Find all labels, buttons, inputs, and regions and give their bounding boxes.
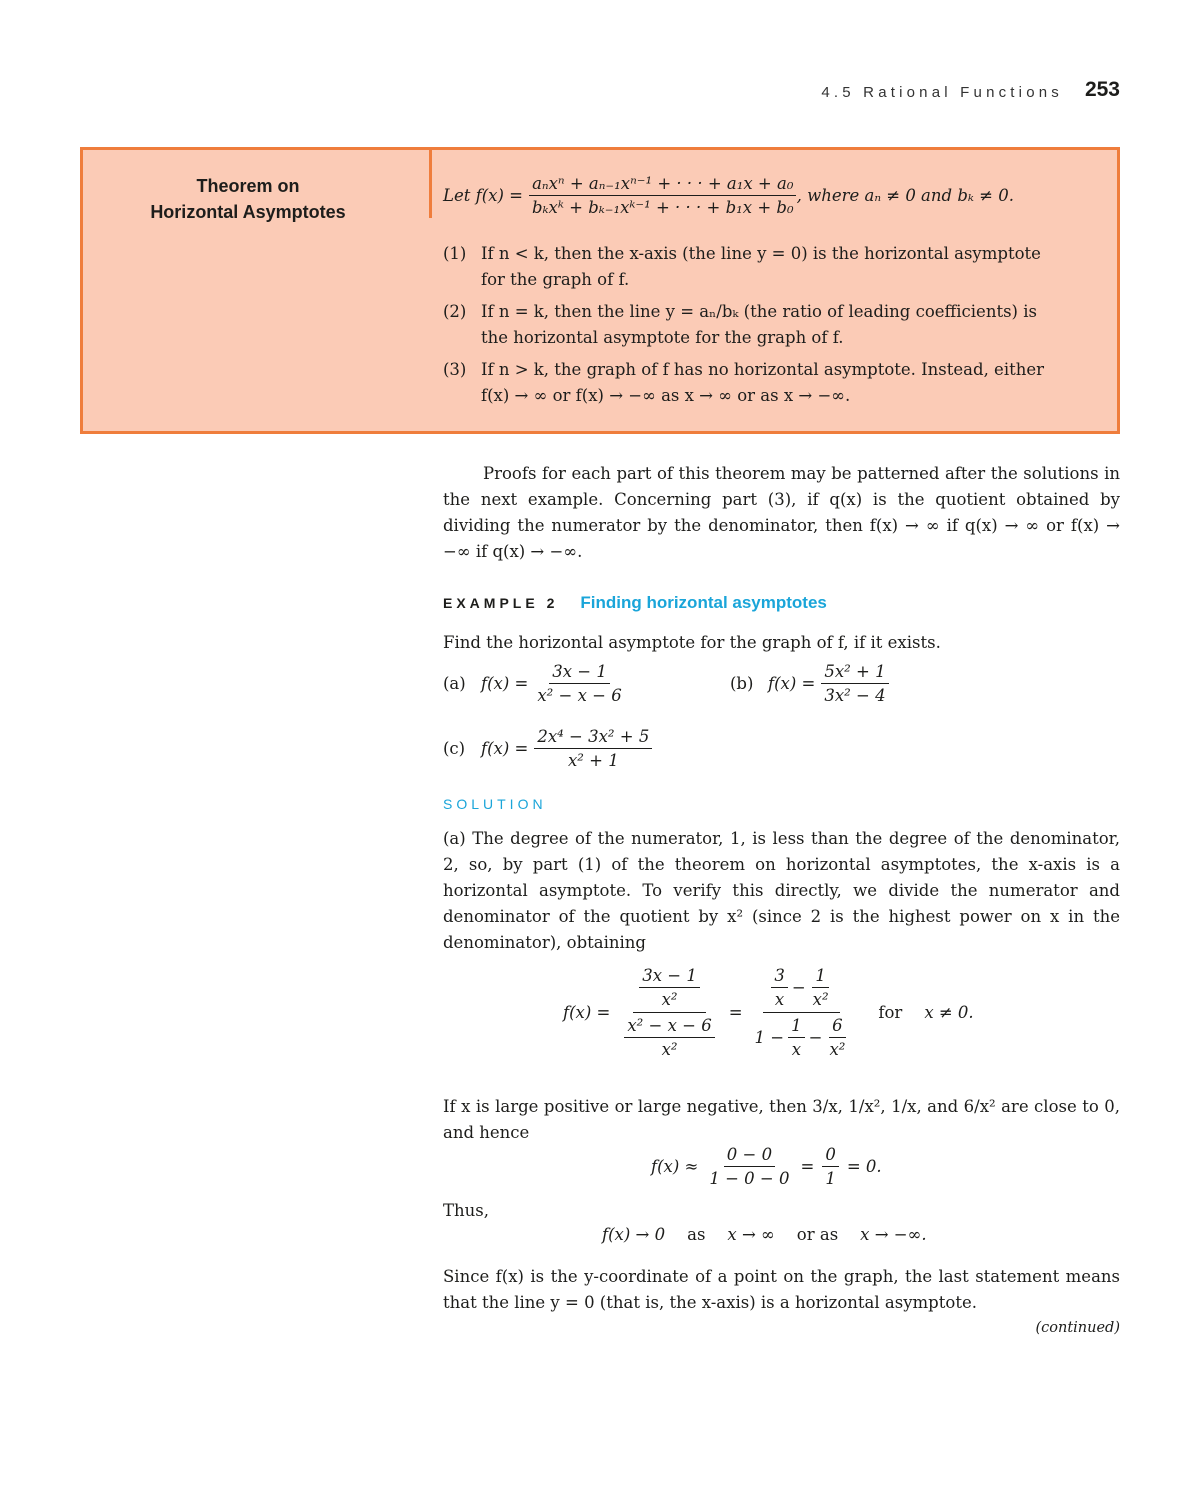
sub-den: x: [791, 1040, 802, 1059]
solution-paragraph-b: If x is large positive or large negative, then 3/x, 1/x², 1/x, and 6/x² are close to 0, and hence: [443, 1097, 1120, 1142]
eq2-lhs: f(x) ≈: [651, 1157, 699, 1176]
sub-den: x²: [812, 990, 829, 1009]
solution-label: SOLUTION: [443, 796, 547, 812]
part-label: (1): [443, 244, 467, 263]
part-lhs: f(x) =: [481, 739, 529, 758]
sub-fraction: [639, 966, 700, 1009]
fraction-numerator: 2x⁴ − 3x² + 5: [534, 727, 652, 749]
eq2-fraction: [706, 1145, 792, 1188]
thus-label: Thus,: [443, 1201, 489, 1220]
condition-for: for: [878, 1003, 903, 1022]
page-number: 253: [1084, 78, 1120, 101]
fraction-denominator: x² − x − 6: [537, 686, 622, 705]
theorem-title: [110, 173, 386, 225]
fraction-denominator: 1 − 0 − 0: [709, 1169, 790, 1188]
sub-fraction: [624, 1016, 714, 1059]
fraction-numerator: 3x − 1: [549, 662, 610, 684]
limit-b: x → ∞: [727, 1225, 775, 1244]
sub-den: x²: [661, 1040, 678, 1059]
minus-sign: −: [808, 1028, 823, 1047]
proofs-paragraph: Proofs for each part of this theorem may be patterned after the solutions in the next example. Concerning part (3), if q(x) is the quotient obtained by dividing the numerator by the denominator, then f(x) → ∞ if q(x) → ∞ or f(x) → −∞ if q(x) → −∞.: [443, 464, 1120, 561]
part-fraction: [534, 662, 624, 705]
let-prefix: Let f(x) =: [443, 186, 523, 205]
limit-a: f(x) → 0: [602, 1225, 666, 1244]
theorem-part: [443, 299, 1103, 351]
example-part-a: [443, 662, 625, 705]
example-part-c: [443, 727, 652, 770]
big-fraction-bottom: [751, 1013, 853, 1059]
eq2-fraction2: [822, 1145, 839, 1188]
theorem-numerator: aₙxⁿ + aₙ₋₁xⁿ⁻¹ + · · · + a₁x + a₀: [529, 174, 796, 196]
theorem-fraction: [529, 174, 797, 217]
big-fraction-top: [633, 966, 706, 1013]
limit-as: as: [687, 1225, 706, 1244]
part-lhs: f(x) =: [481, 674, 529, 693]
fraction-numerator: 0: [822, 1145, 839, 1167]
theorem-title-line2: Horizontal Asymptotes: [150, 202, 346, 222]
eq2-equals: =: [800, 1157, 815, 1176]
sub-fraction: [788, 1016, 805, 1059]
solution-paragraph-a: (a) The degree of the numerator, 1, is less than the degree of the denominator, 2, so, by part (1) of the theorem on horizontal asymptotes, the x-axis is a horizontal asymptote. To verify this directly, we divide the numerator and denominator of the quotient by x² (since 2 is the highest power on x in the denominator), obtaining: [443, 829, 1120, 952]
complex-fraction-equation: [563, 966, 974, 1059]
approximation-equation: [651, 1145, 882, 1188]
fraction-denominator: x² + 1: [567, 751, 619, 770]
part-lhs: f(x) =: [768, 674, 816, 693]
theorem-parts: [443, 241, 1103, 409]
part-line: If n > k, the graph of f has no horizontal asymptote. Instead, either: [481, 360, 1045, 379]
big-fraction-bottom: [618, 1013, 720, 1059]
running-header-section: 4.5 Rational Functions: [821, 84, 1063, 101]
sub-num: 1: [788, 1016, 805, 1038]
part-fraction: [821, 662, 888, 705]
minus-sign: −: [791, 978, 806, 997]
part-line: f(x) → ∞ or f(x) → −∞ as x → ∞ or as x → −∞.: [481, 386, 851, 405]
example-heading: [443, 593, 827, 613]
sub-num: x² − x − 6: [624, 1016, 714, 1038]
theorem-part: [443, 241, 1103, 293]
sub-fraction: [826, 1016, 848, 1059]
example-prompt: Find the horizontal asymptote for the graph of f, if it exists.: [443, 633, 941, 652]
part-label: (2): [443, 302, 467, 321]
part-line: If n < k, then the x-axis (the line y = 0) is the horizontal asymptote: [481, 244, 1041, 263]
fraction-denominator: 1: [825, 1169, 836, 1188]
eq2-rhs: = 0.: [846, 1157, 882, 1176]
part-line: for the graph of f.: [481, 270, 630, 289]
sub-num: 3: [771, 966, 788, 988]
sub-num: 1: [812, 966, 829, 988]
sub-num: 3x − 1: [639, 966, 700, 988]
part-line: If n = k, then the line y = aₙ/bₖ (the ratio of leading coefficients) is: [481, 302, 1037, 321]
sub-den: x: [774, 990, 785, 1009]
sub-den: x²: [829, 1040, 846, 1059]
example-title: Finding horizontal asymptotes: [580, 593, 827, 612]
eq1-equals: =: [728, 1003, 743, 1022]
theorem-definition: [443, 174, 1014, 217]
fraction-numerator: 0 − 0: [724, 1145, 775, 1167]
big-fraction-top: [763, 966, 839, 1013]
limit-statement: [602, 1225, 927, 1244]
eq1-lhs: f(x) =: [563, 1003, 611, 1022]
fraction-numerator: 5x² + 1: [821, 662, 888, 684]
theorem-title-line1: Theorem on: [196, 176, 300, 196]
solution-paragraph-c: Since f(x) is the y-coordinate of a point on the graph, the last statement means that the line y = 0 (that is, the x-axis) is a horizontal asymptote.: [443, 1267, 1120, 1312]
part-line: the horizontal asymptote for the graph of f.: [481, 328, 844, 347]
example-label: EXAMPLE 2: [443, 595, 559, 611]
example-part-b: [730, 662, 889, 705]
part-label: (3): [443, 360, 467, 379]
limit-c: x → −∞.: [860, 1225, 927, 1244]
where-clause: , where aₙ ≠ 0 and bₖ ≠ 0.: [796, 186, 1014, 205]
big-fraction-right: [751, 966, 853, 1059]
continued-note: (continued): [1035, 1320, 1120, 1336]
limit-or-as: or as: [796, 1225, 839, 1244]
theorem-divider: [429, 150, 432, 218]
condition: x ≠ 0.: [924, 1003, 974, 1022]
part-label: (c): [443, 739, 466, 758]
fraction-denominator: 3x² − 4: [824, 686, 886, 705]
one-minus: 1 −: [754, 1028, 785, 1047]
big-fraction-left: [618, 966, 720, 1059]
sub-num: 6: [829, 1016, 846, 1038]
sub-fraction: [810, 966, 832, 1009]
part-label: (b): [730, 674, 754, 693]
part-label: (a): [443, 674, 466, 693]
part-fraction: [534, 727, 652, 770]
theorem-part: [443, 357, 1103, 409]
sub-fraction: [771, 966, 788, 1009]
theorem-denominator: bₖxᵏ + bₖ₋₁xᵏ⁻¹ + · · · + b₁x + b₀: [531, 198, 794, 217]
sub-den: x²: [661, 990, 678, 1009]
